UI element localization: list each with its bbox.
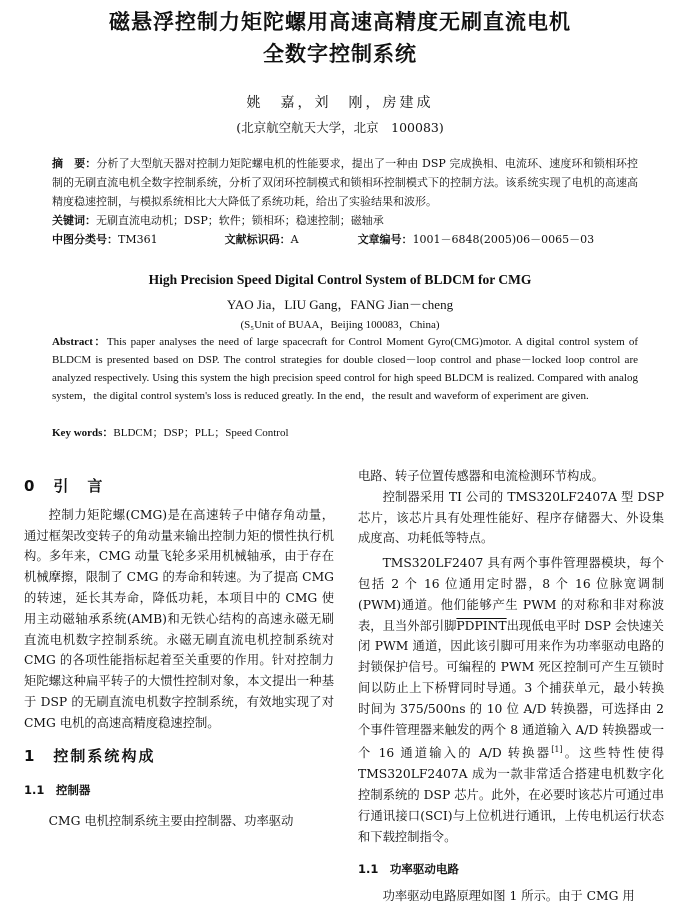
article-no-value: 1001－6848(2005)06－0065－03 (412, 233, 595, 246)
keywords-zh-label: 关键词： (52, 214, 96, 227)
clc-label: 中图分类号： (52, 233, 118, 246)
affiliation-en: (S₅Unit of BUAA，Beijing 100083，China) (240, 319, 440, 331)
clc-value: TM361 (118, 233, 158, 246)
article-no-label: 文章编号： (357, 233, 413, 246)
abstract-en-label: Abstract： (52, 336, 107, 348)
classification-row (52, 230, 638, 249)
reference-1: [1] (551, 745, 563, 755)
event-manager-text-a: TMS320LF2407 具有两个事件管理器模块，每个包括 2 个 16 位通用定时器，8 个 16 位脉宽调制(PWM)通道。他们能够产生 PWM 的对称和非对称波表，且当外部引脚 (358, 556, 664, 633)
abstract-en (52, 333, 638, 405)
abstract-zh-label: 摘 要： (52, 157, 97, 170)
authors-zh: 姚 嘉，刘 刚，房建成 (246, 95, 434, 111)
keywords-en-label: Key words： (52, 427, 114, 439)
paper-title-zh (0, 6, 680, 70)
title-line-1: 磁悬浮控制力矩陀螺用高速高精度无刷直流电机 (109, 10, 571, 34)
paper-title-en: High Precision Speed Digital Control System of BLDCM for CMG (148, 272, 532, 287)
keywords-en-text: BLDCM；DSP；PLL；Speed Control (113, 427, 289, 439)
abstract-en-text: This paper analyses the need of large spacecraft for Control Moment Gyro(CMG)motor. A digital control system of BLDCM is presented based on DSP. The control strategies for double closed－loop control and phase－locked loop control are analyzed respectively. Using this system the high precision speed control for high speed BLDCM is realized. Compared with analog system，the digital control system's loss is reduced greatly. In the end，the result and waveform of experiment are given. (52, 336, 638, 402)
doc-code-value: A (290, 233, 299, 246)
continued-line: 电路、转子位置传感器和电流检测环节构成。 (358, 469, 604, 483)
section-power-drive-heading: 1.1 功率驱动电路 (358, 862, 459, 877)
abstract-zh-text: 分析了大型航天器对控制力矩陀螺电机的性能要求，提出了一种由 DSP 完成换相、电流环、速度环和锁相环控制的无刷直流电机全数字控制系统，分析了双闭环控制模式和锁相环控制模式下的控制方法。该系统实现了电机的高速高精度稳速控制，与模拟系统相比大大降低了系统功耗，给出了实验结果和波形。 (52, 157, 639, 208)
controller-paragraph: CMG 电机控制系统主要由控制器、功率驱动 (48, 814, 294, 829)
intro-paragraph: 控制力矩陀螺(CMG)是在高速转子中储存角动量，通过框架改变转子的角动量来输出控制力矩的惯性执行机构。多年来，CMG 动量飞轮多采用机械轴承，由于存在机械摩擦，限制了 CMG 的寿命和转速。为了提高 CMG 的转速，延长其寿命，降低功耗，本项目中的 CMG 使用主动磁轴承系统(AMB)和无铁心结构的高速永磁无刷直流电机数字控制系统。永磁无刷直流电机控制系统对 CMG 的各项性能指标起着至关重要的作用。针对控制力矩陀螺这种扁平转子的大惯性控制对象，本文提出一种基于 DSP 的无刷直流电机数字控制系统，有效地实现了对 CMG 电机的高速高精度稳速控制。 (24, 507, 334, 730)
left-column (24, 476, 334, 832)
event-manager-text-c: 。这些特性使得 TMS320LF2407A 成为一款非常适合搭建电机数字化控制系统的 DSP 芯片。此外，在必要时该芯片可通过串行通讯接口(SCI)与上位机进行通讯，上传电机运行状态和下载控制指令。 (358, 746, 664, 844)
section-0-heading: 0 引 言 (24, 477, 105, 495)
section-1-heading: 1 控制系统构成 (24, 746, 156, 765)
power-drive-paragraph: 功率驱动电路原理如图 1 所示。由于 CMG 用 (382, 889, 635, 904)
dsp-paragraph: 控制器采用 TI 公司的 TMS320LF2407A 型 DSP 芯片，该芯片具有处理性能好、程序存储器大、外设集成度高、功耗低等特点。 (358, 489, 664, 546)
title-line-2: 全数字控制系统 (263, 42, 417, 66)
affiliation-zh: (北京航空航天大学，北京 100083) (236, 120, 444, 135)
section-1-1-heading: 1.1 控制器 (24, 783, 91, 798)
right-column (358, 466, 664, 907)
abstract-zh (52, 154, 638, 249)
event-manager-paragraph (358, 553, 664, 847)
event-manager-text-b: 出现低电平时 DSP 会快速关闭 PWM 通道，因此该引脚可用来作为功率驱动电路的封锁保护信号。可编程的 PWM 死区控制可产生互锁时间以防止上下桥臂同时导通。3 个捕获单元，最小转换时间为 375/500ns 的 10 位 A/D 转换器，可选择由 2 个事件管理器来触发的两个 8 通道输入 A/D 转换器或一个 16 通道输入的 A/D 转换器 (358, 618, 664, 761)
keywords-en (52, 424, 289, 440)
keywords-zh-text: 无刷直流电动机；DSP；软件；锁相环；稳速控制；磁轴承 (96, 214, 384, 227)
pdpint-pin: PDPINT (456, 618, 507, 633)
authors-en: YAO Jia，LIU Gang，FANG Jian－cheng (226, 297, 454, 312)
doc-code-label: 文献标识码： (224, 233, 291, 246)
